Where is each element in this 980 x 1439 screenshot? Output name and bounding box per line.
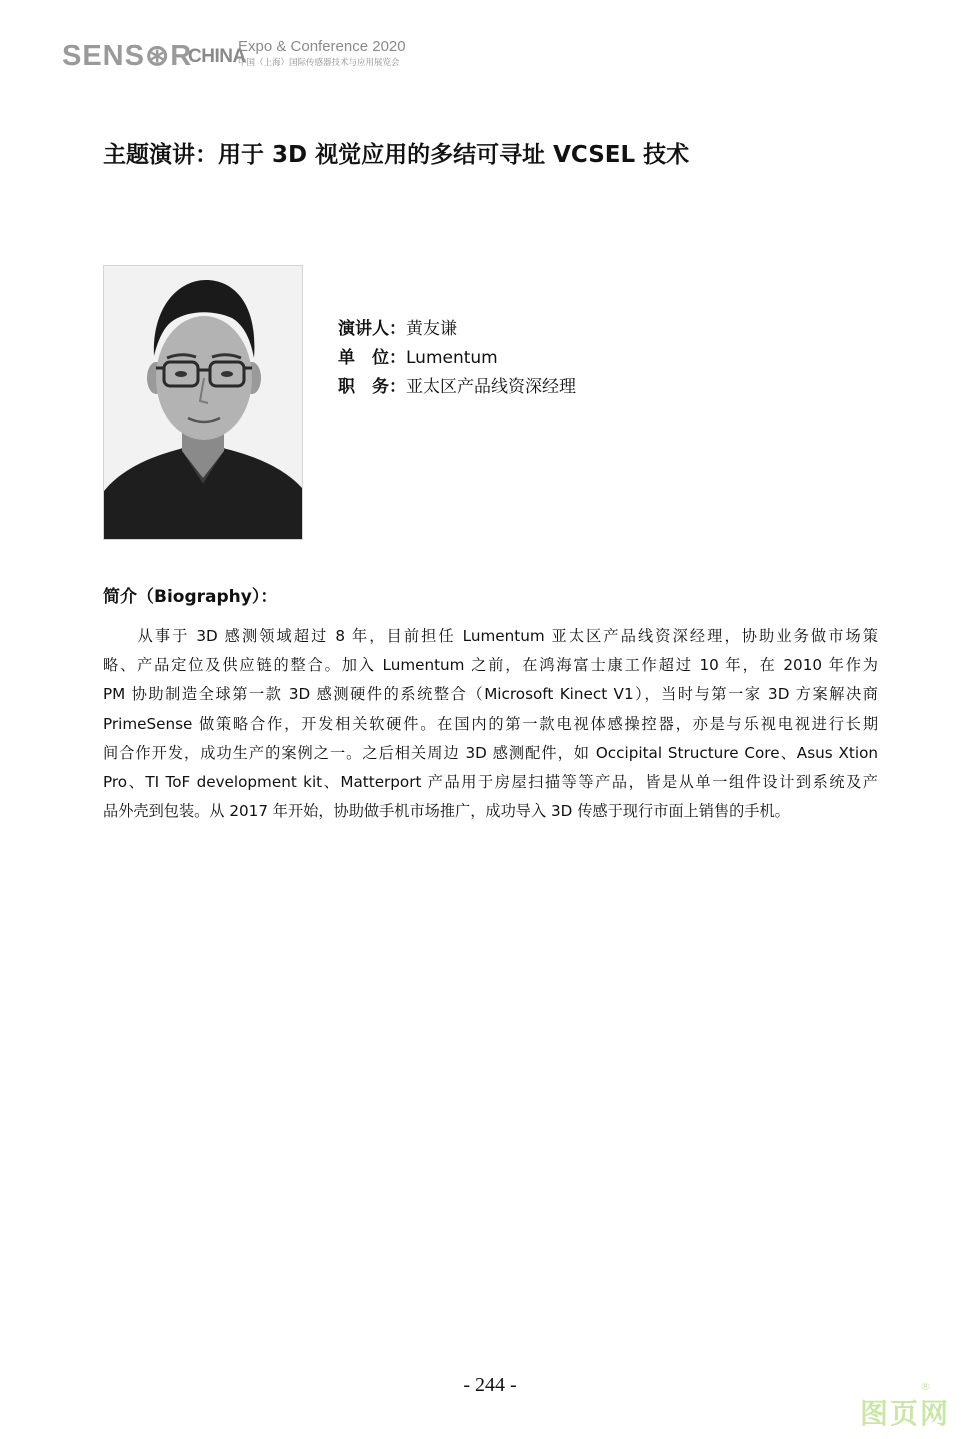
speaker-org-row: [338, 344, 576, 373]
speaker-position: 亚太区产品线资深经理: [406, 377, 576, 397]
bio-line: 间合作开发，成功生产的案例之一。之后相关周边 3D 感测配件，如 Occipital Structure Core、Asus Xtion: [103, 743, 878, 762]
bio-line: 品外壳到包装。从 2017 年开始，协助做手机市场推广，成功导入 3D 传感于现行市面上销售的手机。: [103, 802, 790, 821]
speaker-org: Lumentum: [406, 348, 498, 368]
page-title: 主题演讲：用于 3D 视觉应用的多结可寻址 VCSEL 技术: [103, 142, 690, 168]
speaker-position-label: 职 务：: [338, 377, 406, 397]
speaker-name-label: 演讲人：: [338, 319, 406, 339]
speaker-org-label: 单 位：: [338, 348, 406, 368]
speaker-portrait-image: [104, 266, 302, 539]
bio-heading: 简介（Biography）：: [103, 587, 278, 607]
speaker-photo: [103, 265, 303, 540]
logo-subtitle: 中国（上海）国际传感器技术与应用展览会: [238, 58, 400, 68]
logo-sensor-wordmark: SENS⊛R: [62, 40, 193, 72]
event-logo-header: [62, 36, 422, 72]
bio-line: 略、产品定位及供应链的整合。加入 Lumentum 之前，在鸿海富士康工作超过 10 年，在 2010 年作为: [103, 656, 878, 675]
bio-line: PrimeSense 做策略合作，开发相关软硬件。在国内的第一款电视体感操控器，亦是与乐视电视进行长期: [103, 714, 878, 733]
bio-line: 从事于 3D 感测领域超过 8 年，目前担任 Lumentum 亚太区产品线资深经理，协助业务做市场策: [103, 627, 878, 645]
speaker-position-row: [338, 373, 576, 402]
watermark-logo: 图页网: [860, 1397, 951, 1430]
logo-china-wordmark: CHINA: [188, 46, 246, 67]
speaker-info: [338, 315, 576, 402]
bio-line: PM 协助制造全球第一款 3D 感测硬件的系统整合（Microsoft Kinect V1），当时与第一家 3D 方案解决商: [103, 685, 878, 704]
speaker-name-row: [338, 315, 576, 344]
bio-line: Pro、TI ToF development kit、Matterport 产品用于房屋扫描等等产品，皆是从单一组件设计到系统及产: [103, 773, 878, 792]
speaker-name: 黄友谦: [406, 319, 457, 339]
logo-expo-text: Expo & Conference 2020: [238, 38, 406, 55]
page-number: - 244 -: [463, 1374, 517, 1396]
bio-paragraph: [103, 622, 878, 826]
watermark-registered-mark: ®: [920, 1380, 931, 1393]
